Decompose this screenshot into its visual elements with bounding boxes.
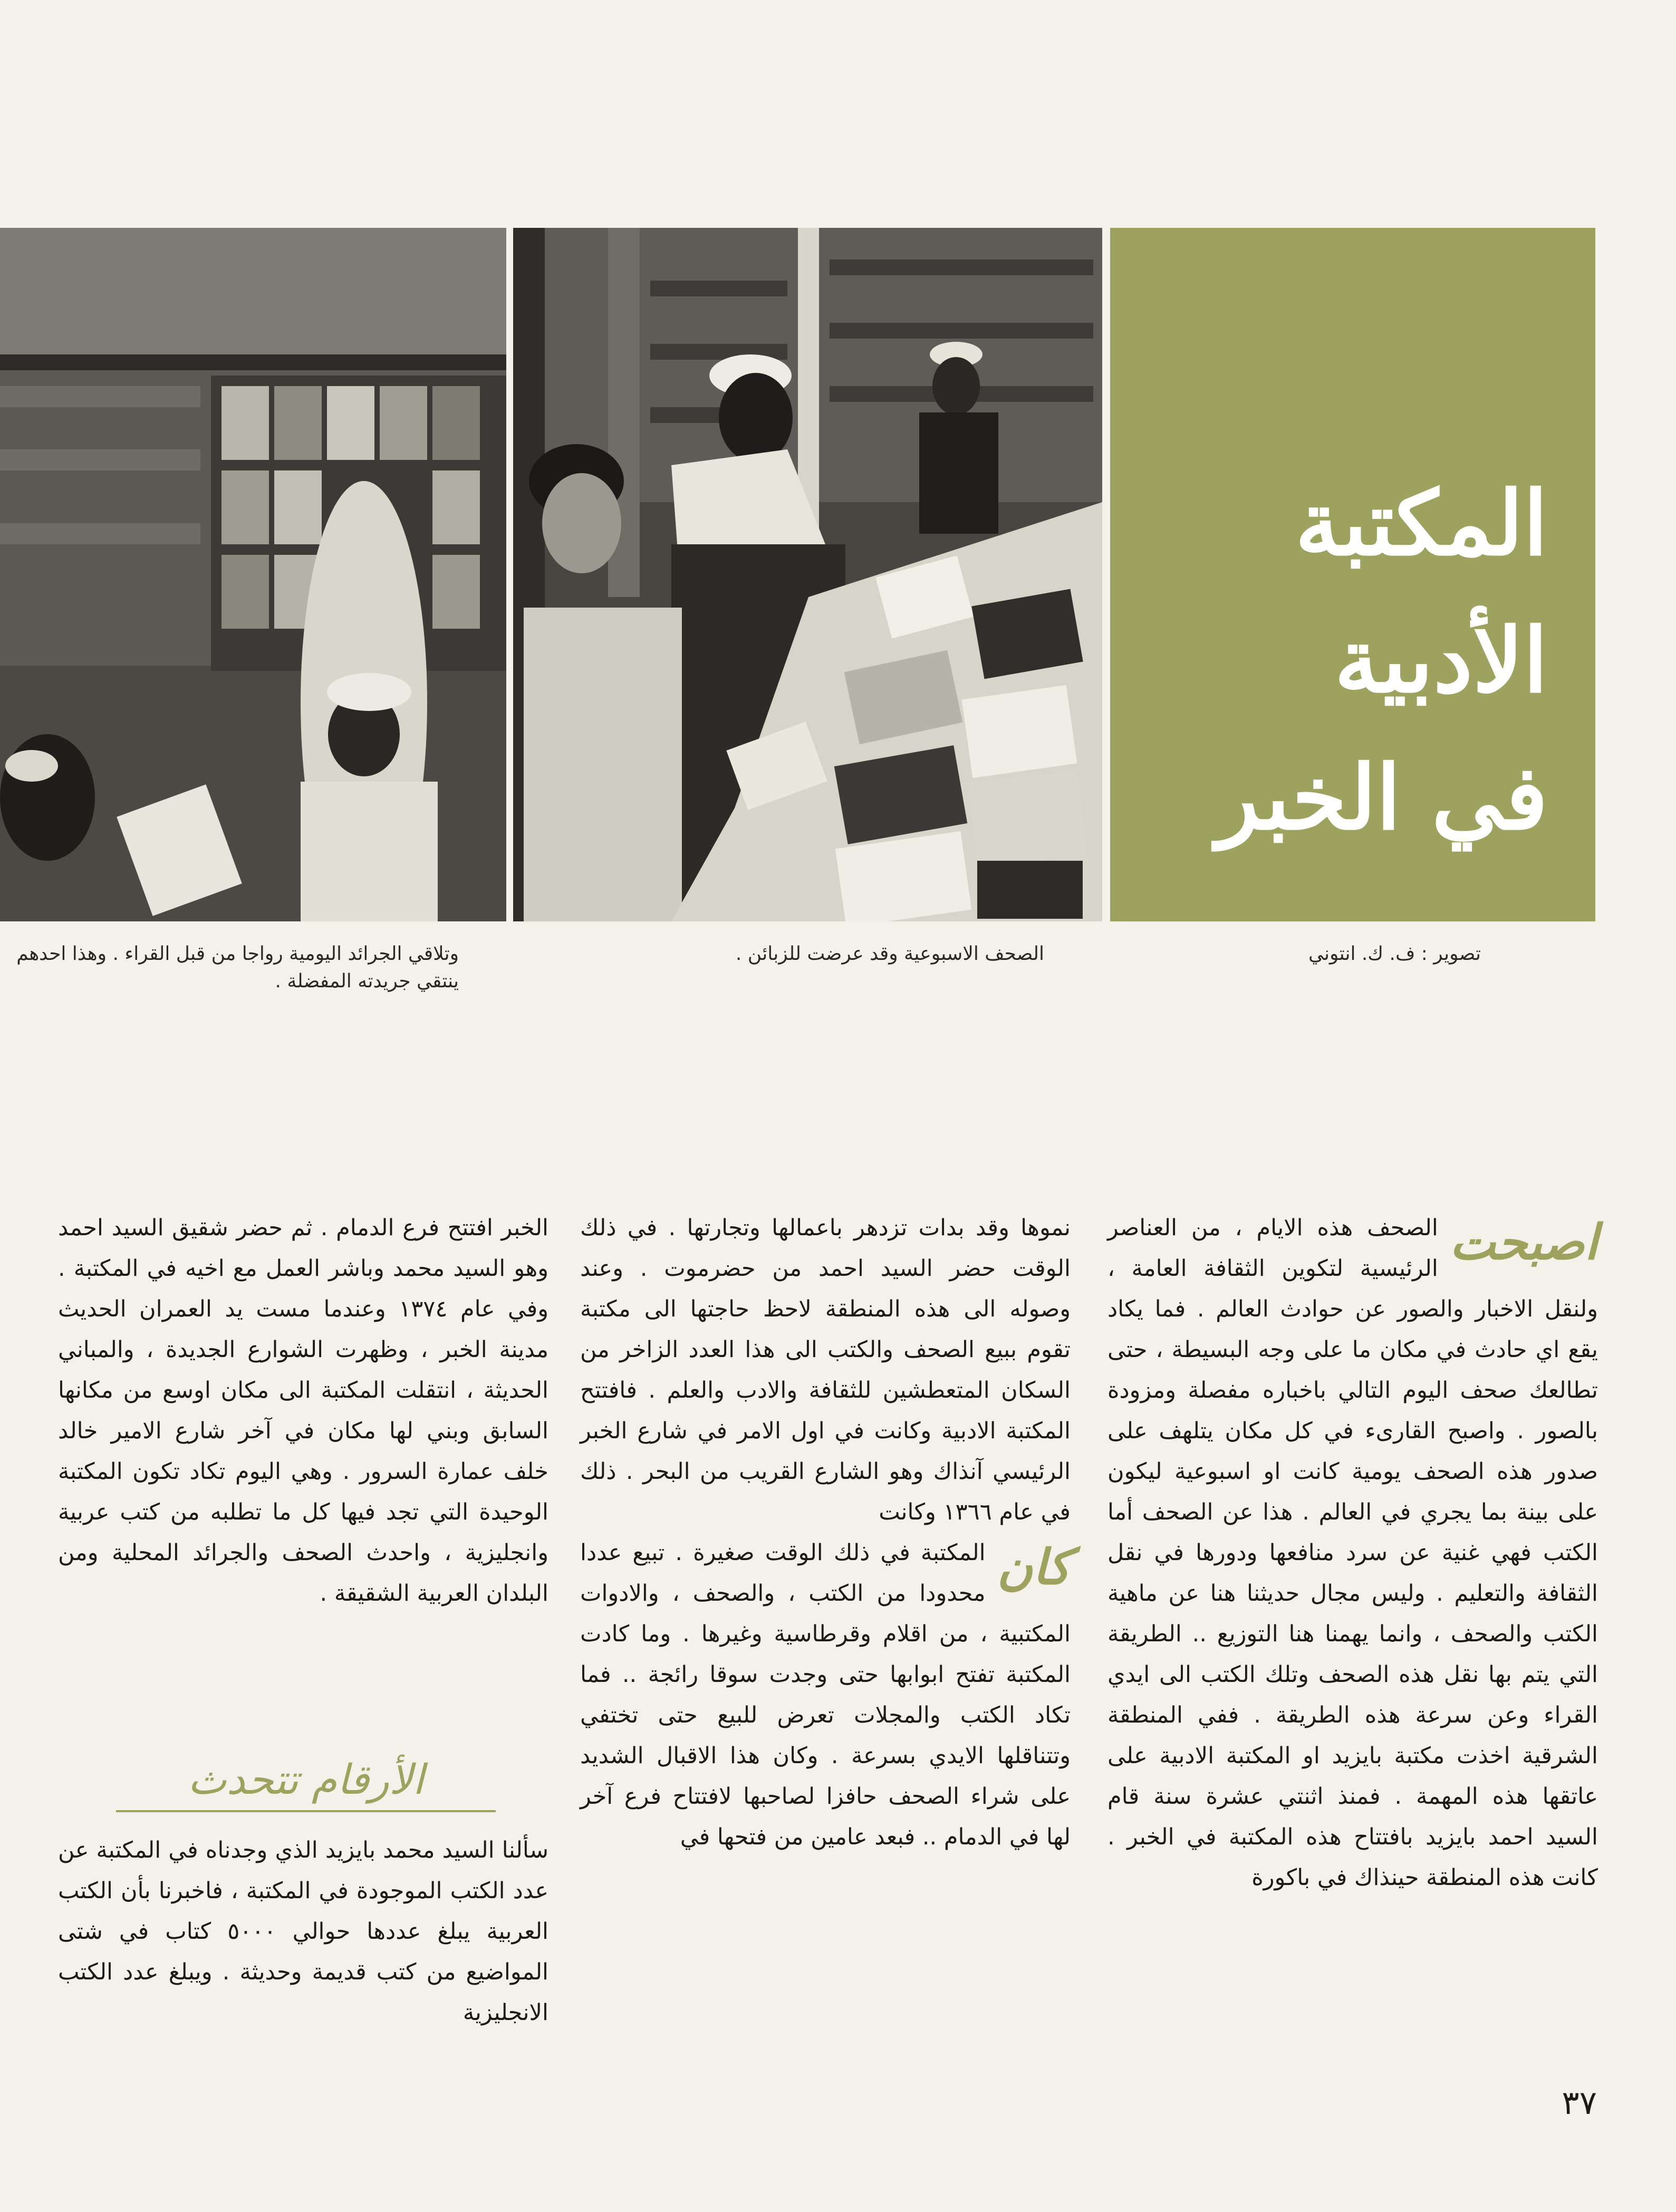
article-column-2 [580, 1208, 1071, 1988]
caption-middle-photo: الصحف الاسبوعية وقد عرضت للزبائن . [735, 943, 1044, 965]
caption-photographer: تصوير : ف. ك. انتوني [1308, 943, 1481, 965]
article-column-3a [58, 1208, 548, 1730]
dropword-2: كان [997, 1538, 1071, 1595]
magazine-photo-illustration [513, 228, 1102, 921]
subhead-numbers-speak: الأرقام تتحدث [188, 1756, 424, 1804]
column-1-text: الصحف هذه الايام ، من العناصر الرئيسية لتكوين الثقافة العامة ، ولنقل الاخبار والصور عن حوادث العالم . فما يكاد يقع اي حادث في مكان ما على وجه البسيطة ، حتى تطالعك صحف اليوم التالي باخباره مفصلة ومزودة بالصور . واصبح القارىء في كل مكان يتلهف على صدور هذه الصحف يومية كانت او اسبوعية ليكون على بينة بما يجري في العالم . هذا عن الصحف أما الكتب فهي غنية عن سرد منافعها ودورها في نقل الثقافة والتعليم . وليس مجال حديثنا هنا عن ماهية الكتب والصحف ، وانما يهمنا هنا التوزيع .. الطريقة التي يتم بها نقل هذه الصحف وتلك الكتب الى ايدي القراء وعن سرعة هذه الطريقة . ففي المنطقة الشرقية اخذت مكتبة بايزيد او المكتبة الادبية على عاتقها هذه المهمة . فمنذ اثنتي عشرة سنة قام السيد احمد بايزيد بافتتاح هذه المكتبة في الخبر . كانت هذه المنطقة حينذاك في باكورة [1107, 1215, 1598, 1891]
article-title-line1: المكتبة الأدبية [1295, 471, 1548, 713]
column-2-text-2: المكتبة في ذلك الوقت صغيرة . تبيع عددا محدودا من الكتب ، والصحف ، والادوات المكتبية ، من اقلام وقرطاسية وغيرها . وما كادت المكتبة تفتح ابوابها حتى وجدت سوقا رائجة .. فما تكاد الكتب والمجلات تعرض للبيع حتى تختفي وتتناقلها الايدي بسرعة . وكان هذا الاقبال الشديد على شراء الصحف حافزا لصاحبها لافتتاح فرع آخر لها في الدمام .. فبعد عامين من فتحها في [580, 1540, 1071, 1850]
column-2-text-1: نموها وقد بدات تزدهر باعمالها وتجارتها . في ذلك الوقت حضر السيد احمد من حضرموت . وعند وصوله الى هذه المنطقة لاحظ حاجتها الى مكتبة تقوم ببيع الصحف والكتب الى هذا العدد الزاخر من السكان المتعطشين للثقافة والادب والعلم . فافتتح المكتبة الادبية وكانت في اول الامر في شارع الخبر الرئيسي آنذاك وهو الشارع القريب من البحر . ذلك في عام ١٣٦٦ وكانت [580, 1215, 1071, 1525]
article-title [1147, 455, 1548, 866]
column-3-text-1: الخبر افتتح فرع الدمام . ثم حضر شقيق السيد احمد وهو السيد محمد وباشر العمل مع اخيه في المكتبة . وفي عام ١٣٧٤ وعندما مست يد العمران الحديث مدينة الخبر ، وظهرت الشوارع الجديدة ، والمباني الحديثة ، انتقلت المكتبة الى مكان اوسع من مكانها السابق وبني لها مكان في آخر شارع الامير خالد خلف عمارة السرور . وهي اليوم تكاد تكون المكتبة الوحيدة التي تجد فيها كل ما تطلبه من كتب عربية وانجليزية ، واحدث الصحف والجرائد المحلية ومن البلدان العربية الشقيقة . [58, 1215, 548, 1607]
photo-daily-newspapers [0, 228, 506, 921]
column-3-text-2: سألنا السيد محمد بايزيد الذي وجدناه في المكتبة عن عدد الكتب الموجودة في المكتبة ، فاخبرنا بأن الكتب العربية يبلغ عددها حوالي ٥٠٠٠ كتاب في شتى المواضيع من كتب قديمة وحديثة . ويبلغ عدد الكتب الانجليزية [58, 1837, 548, 2026]
caption-left-photo: وتلاقي الجرائد اليومية رواجا من قبل القراء . وهذا احدهم ينتقي جريدته المفضلة . [16, 943, 459, 992]
page-number: ٣٧ [1562, 2083, 1597, 2122]
subhead-underline [116, 1810, 496, 1812]
photo-weekly-magazines [513, 228, 1102, 921]
article-column-1 [1107, 1208, 1598, 1957]
dropword-1: اصبحت [1449, 1214, 1598, 1271]
title-block [1110, 228, 1595, 921]
article-title-line2: في الخبر [1216, 745, 1548, 850]
newspaper-photo-illustration [0, 228, 506, 921]
article-column-3b [58, 1830, 548, 2026]
